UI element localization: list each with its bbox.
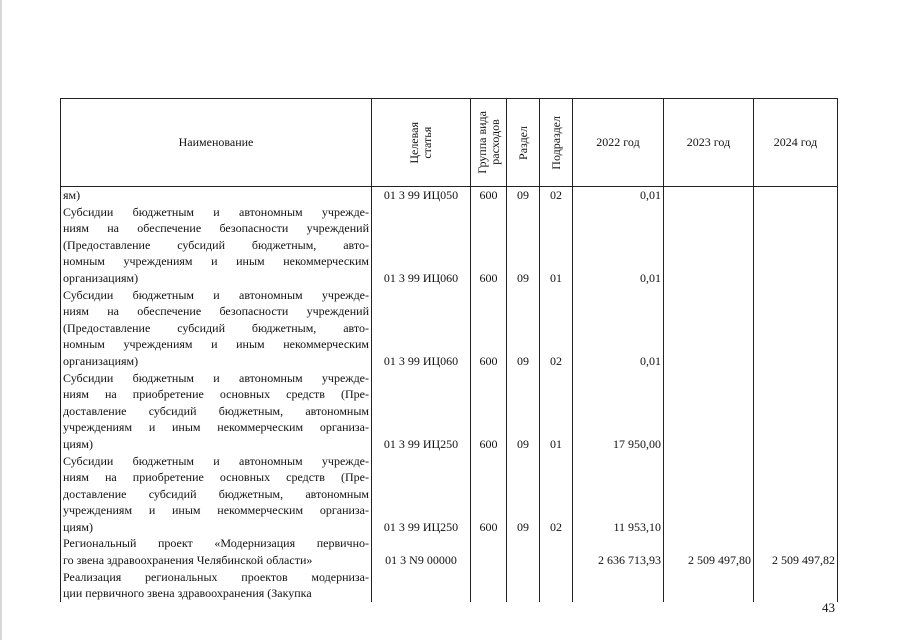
cell-subsection: 01 (540, 204, 573, 287)
name-line: циям) (63, 519, 93, 534)
name-line: доставление субсидий бюджетным, автономным (63, 403, 369, 418)
table-body (61, 187, 838, 602)
name-line: учреждениям и иным некоммерческим организа- (63, 503, 369, 518)
table-row (61, 453, 838, 536)
cell-amount-2022: 17 950,00 (573, 370, 664, 453)
cell-subsection: 02 (540, 287, 573, 370)
name-line: Субсидии бюджетным и автономным учрежде- (63, 453, 369, 468)
cell-section: 09 (507, 453, 540, 536)
cell-amount-2022: 11 953,10 (573, 453, 664, 536)
scan-edge (0, 0, 2, 640)
cell-amount-2024 (754, 569, 838, 602)
table-row (61, 370, 838, 453)
cell-target-article: 01 3 99 ИЦ250 (372, 453, 471, 536)
cell-amount-2022: 0,01 (573, 287, 664, 370)
cell-section: 09 (507, 187, 540, 204)
cell-amount-2023 (664, 287, 754, 370)
cell-name (61, 569, 372, 602)
header-subsection: Подраздел (540, 99, 573, 187)
cell-amount-2022: 0,01 (573, 204, 664, 287)
name-line: ниям на обеспечение безопасности учреждений (63, 304, 369, 319)
cell-target-article: 01 3 99 ИЦ250 (372, 370, 471, 453)
name-line: номным учреждениям и иным некоммерческим (63, 254, 369, 269)
cell-subsection: 02 (540, 453, 573, 536)
cell-name (61, 535, 372, 568)
cell-amount-2024 (754, 287, 838, 370)
table-header-row (61, 99, 838, 187)
name-line: Региональный проект «Модернизация первично- (63, 536, 369, 551)
cell-amount-2023 (664, 187, 754, 204)
cell-amount-2024 (754, 187, 838, 204)
cell-amount-2023 (664, 370, 754, 453)
cell-target-article: 01 3 N9 00000 (372, 535, 471, 568)
cell-amount-2023 (664, 453, 754, 536)
cell-section (507, 535, 540, 568)
cell-amount-2023: 2 509 497,80 (664, 535, 754, 568)
header-target-article: Целевая статья (372, 99, 471, 187)
name-line: (Предоставление субсидий бюджетным, авто- (63, 320, 369, 335)
name-line: ции первичного звена здравоохранения (Закупка (63, 586, 312, 601)
cell-subsection: 02 (540, 187, 573, 204)
table-row (61, 204, 838, 287)
name-line: номным учреждениям и иным некоммерческим (63, 337, 369, 352)
cell-subsection (540, 569, 573, 602)
name-line: организациям) (63, 353, 139, 368)
cell-expense-group (471, 535, 507, 568)
cell-section (507, 569, 540, 602)
name-line: ниям на приобретение основных средств (Пре- (63, 470, 369, 485)
cell-expense-group: 600 (471, 370, 507, 453)
table-row (61, 287, 838, 370)
cell-expense-group: 600 (471, 187, 507, 204)
name-line: учреждениям и иным некоммерческим организа- (63, 420, 369, 435)
header-name: Наименование (61, 99, 372, 187)
cell-name (61, 187, 372, 204)
name-line: организациям) (63, 270, 139, 285)
cell-name (61, 287, 372, 370)
cell-section: 09 (507, 204, 540, 287)
page-number: 43 (822, 600, 835, 615)
name-line: Субсидии бюджетным и автономным учрежде- (63, 370, 369, 385)
cell-target-article: 01 3 99 ИЦ050 (372, 187, 471, 204)
cell-expense-group: 600 (471, 204, 507, 287)
name-line: циям) (63, 436, 93, 451)
table-row (61, 187, 838, 204)
cell-amount-2023 (664, 569, 754, 602)
cell-section: 09 (507, 287, 540, 370)
name-line: (Предоставление субсидий бюджетным, авто- (63, 237, 369, 252)
name-line: Реализация региональных проектов модерниза- (63, 569, 369, 584)
cell-amount-2022: 0,01 (573, 187, 664, 204)
cell-subsection (540, 535, 573, 568)
cell-subsection: 01 (540, 370, 573, 453)
cell-amount-2022: 2 636 713,93 (573, 535, 664, 568)
header-2022: 2022 год (573, 99, 664, 187)
header-2023: 2023 год (664, 99, 754, 187)
cell-target-article: 01 3 99 ИЦ060 (372, 287, 471, 370)
cell-target-article: 01 3 99 ИЦ060 (372, 204, 471, 287)
cell-amount-2024 (754, 204, 838, 287)
cell-section: 09 (507, 370, 540, 453)
header-section: Раздел (507, 99, 540, 187)
table-row (61, 569, 838, 602)
cell-amount-2024 (754, 370, 838, 453)
cell-name (61, 370, 372, 453)
cell-expense-group (471, 569, 507, 602)
name-line: ниям на обеспечение безопасности учреждений (63, 221, 369, 236)
cell-amount-2023 (664, 204, 754, 287)
cell-amount-2024: 2 509 497,82 (754, 535, 838, 568)
cell-amount-2022 (573, 569, 664, 602)
cell-name (61, 204, 372, 287)
name-line: ниям на приобретение основных средств (Пре- (63, 387, 369, 402)
name-line: Субсидии бюджетным и автономным учрежде- (63, 204, 369, 219)
budget-table (60, 98, 838, 602)
cell-expense-group: 600 (471, 453, 507, 536)
cell-name (61, 453, 372, 536)
name-line: го звена здравоохранения Челябинской области» (63, 553, 313, 568)
header-expense-group: Группа вида расходов (471, 99, 507, 187)
cell-amount-2024 (754, 453, 838, 536)
cell-expense-group: 600 (471, 287, 507, 370)
name-line: доставление субсидий бюджетным, автономным (63, 486, 369, 501)
header-2024: 2024 год (754, 99, 838, 187)
name-line: ям) (63, 188, 81, 202)
cell-target-article (372, 569, 471, 602)
table-row (61, 535, 838, 568)
name-line: Субсидии бюджетным и автономным учрежде- (63, 287, 369, 302)
